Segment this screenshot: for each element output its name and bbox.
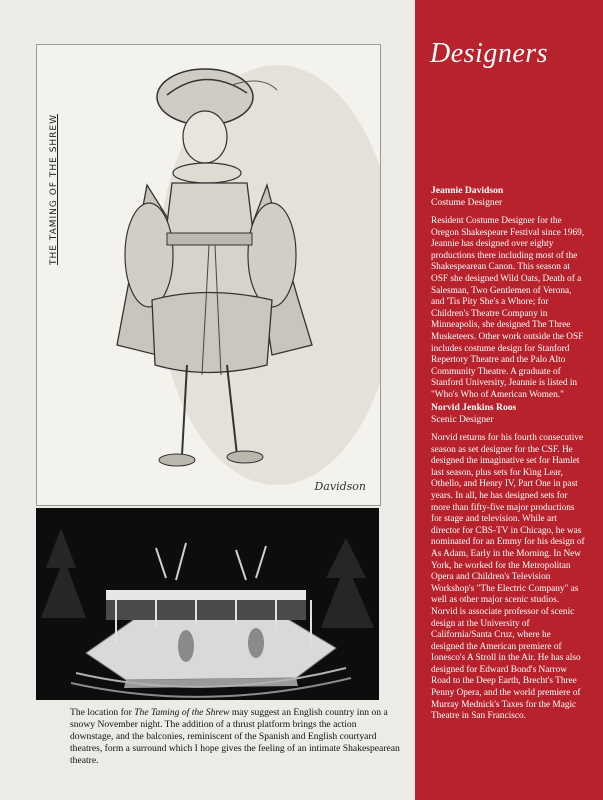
designer-role: Scenic Designer: [431, 414, 494, 425]
designer-bio: [431, 402, 585, 723]
designer-bio-text: Norvid returns for his fourth consecutive season as set designer for the CSF. He designed the imaginative set for Hamlet last season, plus sets for King Lear, Othello, and Henry IV, Part One in past years. In all, he has designed sets for more than fifty-five major productions for stage and television. While art director for CBS-TV in Chicago, he was nominated for an Emmy for his design of As Adam, Early in the Morning. In New York, he worked for the Metropolitan Opera and Children's Television Workshop's "The Electric Company" as well as other major scenic studios. Norvid is associate professor of scenic design at the University of California/Santa Cruz, where he designed the American premiere of Ionesco's A Stroll in the Air. He has also designed for Edward Bond's Narrow Road to the Deep Earth, Brecht's Three Penny Opera, and the world premiere of Murray Mednick's Taxes for the Magic Theatre in San Francisco.: [431, 433, 585, 722]
designer-name: Norvid Jenkins Roos: [431, 402, 517, 413]
photo-caption: The location for The Taming of the Shrew may suggest an English country inn on a snowy November night. The addition of a thrust platform brings the action downstage, and the balconies, reminiscent of the Spanish and English courtyard theatres, form a surround which I hope gives the feeling of an intimate Shakespearean theatre.: [70, 707, 400, 767]
designer-role: Costume Designer: [431, 197, 503, 208]
artist-signature: Davidson: [314, 480, 366, 493]
set-model-illustration: [36, 508, 379, 700]
costume-sketch-drawing: [37, 45, 380, 505]
section-heading: Designers: [430, 38, 549, 69]
designer-name: Jeannie Davidson: [431, 185, 504, 196]
costume-sketch: [36, 44, 381, 506]
sketch-side-title: THE TAMING OF THE SHREW: [49, 113, 59, 265]
designer-bio-text: Resident Costume Designer for the Oregon Shakespeare Festival since 1969, Jeannie has designed over eighty productions there including most of the Shakespearean Canon. This season at OSF she designed Wild Oats, Death of a Salesman, Two Gentlemen of Verona, and 'Tis Pity She's a Whore; for Children's Theatre Company in Minneapolis, she designed The Three Musketeers. Other work outside the OSF includes costume design for Stanford Repertory Theatre and the Palo Alto Community Theatre. A graduate of Stanford University, Jeannie is listed in "Who's Who of American Women.": [431, 216, 585, 400]
set-model-photo: [36, 508, 379, 700]
designer-bio: [431, 185, 585, 402]
